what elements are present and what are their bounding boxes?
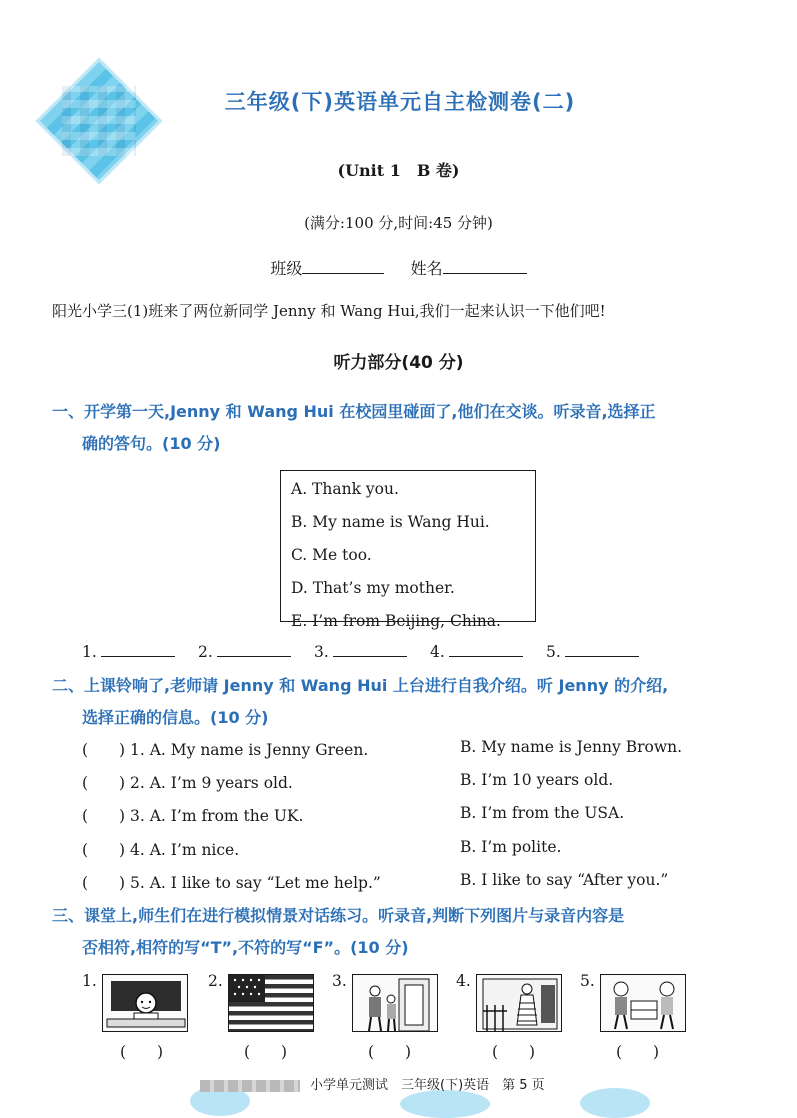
- page-footer: [200, 1074, 545, 1093]
- picture-number: 5.: [580, 972, 595, 990]
- pixelated-logo: [62, 86, 136, 156]
- picture-number: 2.: [208, 972, 223, 990]
- option-b: B. I’m from the USA.: [460, 804, 625, 822]
- q1-answer-box: [280, 470, 536, 630]
- q2-item: [82, 738, 683, 760]
- picture-number: 4.: [456, 972, 471, 990]
- footer-text: 小学单元测试 三年级(下)英语 第 5 页: [310, 1078, 545, 1093]
- option-b: B. I’m polite.: [460, 838, 562, 856]
- answer-paren[interactable]: ( ): [82, 807, 126, 825]
- student-info-line: [0, 256, 797, 279]
- blank-number: 5.: [546, 643, 561, 661]
- option-a: 2. A. I’m 9 years old.: [130, 774, 293, 792]
- name-field[interactable]: [443, 257, 527, 274]
- q2-item: [82, 838, 562, 860]
- option-a: 1. A. My name is Jenny Green.: [130, 741, 369, 759]
- blank-number: 4.: [430, 643, 445, 661]
- class-field[interactable]: [302, 257, 384, 274]
- woman-at-gate-icon: [476, 974, 562, 1032]
- answer-blank[interactable]: [565, 640, 639, 657]
- q1-line1: 一、开学第一天,Jenny 和 Wang Hui 在校园里碰面了,他们在交谈。听录音,选择正: [52, 402, 656, 421]
- q1-line2: 确的答句。(10 分): [82, 434, 221, 453]
- page-subtitle: (Unit 1 B 卷): [337, 161, 460, 180]
- blank-number: 3.: [314, 643, 329, 661]
- answer-paren[interactable]: ( ): [616, 1043, 660, 1061]
- q3-line2: 否相符,相符的写“T”,不符的写“F”。(10 分): [82, 938, 409, 957]
- q1-option: D. That’s my mother.: [291, 579, 455, 597]
- q1-option: B. My name is Wang Hui.: [291, 513, 490, 531]
- answer-blank[interactable]: [449, 640, 523, 657]
- people-at-door-icon: [352, 974, 438, 1032]
- exam-meta: (满分:100 分,时间:45 分钟): [304, 214, 493, 232]
- children-carrying-box-icon: [600, 974, 686, 1032]
- name-label: 姓名: [410, 259, 443, 278]
- q1-blanks: [82, 640, 662, 661]
- q2-line2: 选择正确的信息。(10 分): [82, 708, 269, 727]
- blank-number: 2.: [198, 643, 213, 661]
- option-b: B. I’m 10 years old.: [460, 771, 614, 789]
- option-b: B. I like to say “After you.”: [460, 871, 669, 889]
- answer-paren[interactable]: ( ): [492, 1043, 536, 1061]
- class-label: 班级: [270, 259, 303, 278]
- q2-item: [82, 804, 625, 826]
- listening-section-title: 听力部分(40 分): [333, 353, 464, 373]
- answer-paren[interactable]: ( ): [368, 1043, 412, 1061]
- blank-number: 1.: [82, 643, 97, 661]
- answer-paren[interactable]: ( ): [120, 1043, 164, 1061]
- option-b: B. My name is Jenny Brown.: [460, 738, 683, 756]
- answer-paren[interactable]: ( ): [82, 741, 126, 759]
- answer-paren[interactable]: ( ): [82, 874, 126, 892]
- girl-at-blackboard-icon: [102, 974, 188, 1032]
- q1-option: A. Thank you.: [291, 480, 399, 498]
- usa-flag-icon: [228, 974, 314, 1032]
- q1-option: C. Me too.: [291, 546, 372, 564]
- intro-text: 阳光小学三(1)班来了两位新同学 Jenny 和 Wang Hui,我们一起来认识一下他们吧!: [52, 302, 606, 320]
- picture-number: 3.: [332, 972, 347, 990]
- answer-paren[interactable]: ( ): [82, 774, 126, 792]
- answer-blank[interactable]: [217, 640, 291, 657]
- q3-instruction: [52, 900, 624, 964]
- answer-paren[interactable]: ( ): [82, 841, 126, 859]
- option-a: 5. A. I like to say “Let me help.”: [130, 874, 381, 892]
- q1-instruction: [52, 396, 656, 460]
- q3-pictures: [82, 970, 702, 1040]
- q2-item: [82, 871, 669, 893]
- option-a: 4. A. I’m nice.: [130, 841, 240, 859]
- q2-instruction: [52, 670, 668, 734]
- q2-line1: 二、上课铃响了,老师请 Jenny 和 Wang Hui 上台进行自我介绍。听 Jenny 的介绍,: [52, 676, 669, 695]
- footer-wave: [400, 1090, 490, 1118]
- answer-blank[interactable]: [333, 640, 407, 657]
- q2-item: [82, 771, 614, 793]
- page-title: 三年级(下)英语单元自主检测卷(二): [224, 90, 576, 114]
- q1-option: E. I’m from Beijing, China.: [291, 612, 501, 630]
- answer-paren[interactable]: ( ): [244, 1043, 288, 1061]
- q3-line1: 三、课堂上,师生们在进行模拟情景对话练习。听录音,判断下列图片与录音内容是: [52, 906, 625, 925]
- footer-wave: [580, 1088, 650, 1118]
- answer-blank[interactable]: [101, 640, 175, 657]
- blurred-publisher: [200, 1080, 300, 1092]
- option-a: 3. A. I’m from the UK.: [130, 807, 304, 825]
- picture-number: 1.: [82, 972, 97, 990]
